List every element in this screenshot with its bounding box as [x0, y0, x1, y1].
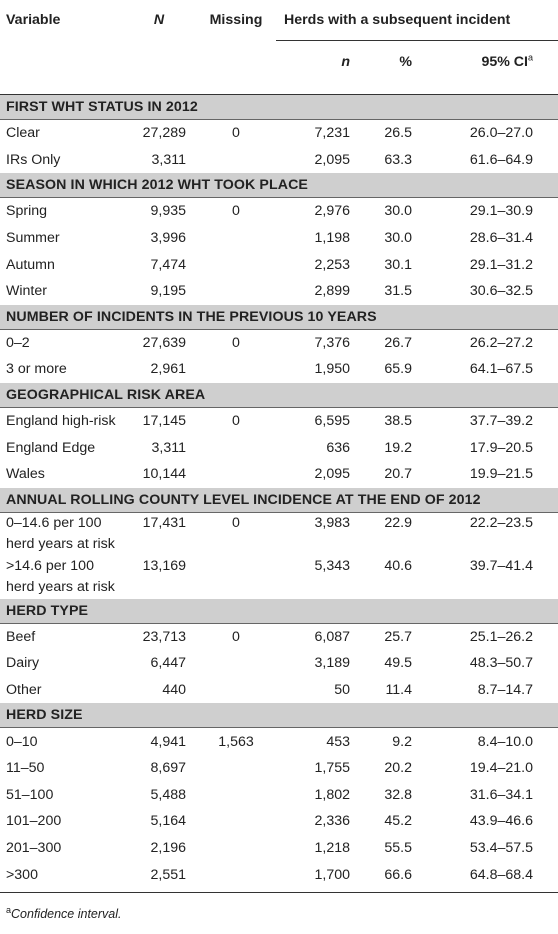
cell-missing: [196, 556, 276, 578]
cell-n: 7,376: [314, 334, 350, 351]
cell-N: 3,311: [151, 439, 186, 456]
cell-variable: Other: [6, 682, 42, 699]
header-ci-label: 95% CI: [481, 53, 528, 70]
cell-N: 27,289: [142, 125, 186, 142]
table-row: [0, 356, 558, 383]
header-n: n: [341, 53, 350, 70]
cell-ci: 19.9–21.5: [469, 466, 534, 483]
cell-variable: 3 or more: [6, 361, 67, 378]
cell-n: 2,253: [314, 256, 350, 273]
table-row: [0, 198, 558, 225]
table-row: [0, 755, 558, 782]
cell-variable: England high-risk: [6, 413, 116, 430]
cell-pct: 66.6: [384, 866, 412, 883]
table-row: [0, 120, 558, 147]
cell-N: 3,996: [150, 230, 186, 247]
cell-N: 10,144: [142, 466, 186, 483]
table-row: [0, 808, 558, 835]
cell-ci: 31.6–34.1: [469, 786, 534, 803]
cell-variable: Beef: [6, 628, 36, 645]
cell-N: 17,145: [142, 413, 186, 430]
table-row: [0, 461, 558, 488]
cell-pct: 20.2: [384, 760, 412, 777]
cell-ci: 43.9–46.6: [469, 813, 534, 830]
cell-N: 5,164: [150, 813, 186, 830]
cell-pct: 22.9: [384, 514, 412, 531]
cell-variable: Dairy: [6, 655, 40, 672]
cell-missing: [196, 677, 276, 704]
cell-ci: 19.4–21.0: [469, 760, 534, 777]
table-row: [0, 251, 558, 278]
cell-ci: 64.1–67.5: [469, 361, 534, 378]
table-row: [0, 407, 558, 434]
cell-pct: 20.7: [384, 466, 412, 483]
cell-ci: 26.0–27.0: [469, 125, 534, 142]
cell-ci: 17.9–20.5: [469, 439, 534, 456]
cell-pct: 30.1: [384, 256, 412, 273]
cell-variable: Spring: [6, 203, 48, 220]
cell-pct: 55.5: [384, 839, 412, 856]
cell-variable: Winter: [6, 283, 47, 300]
header-variable: Variable: [6, 12, 61, 29]
cell-N: 17,431: [142, 514, 186, 531]
cell-variable: England Edge: [6, 439, 96, 456]
cell-n: 6,087: [314, 628, 350, 645]
section-header-row: [0, 383, 558, 408]
cell-variable-line2: herd years at risk: [6, 536, 115, 553]
cell-ci: 29.1–31.2: [469, 256, 534, 273]
cell-variable: 11–50: [6, 760, 45, 777]
section-title: HERD SIZE: [0, 703, 558, 728]
cell-missing: [196, 782, 276, 809]
footnote-mark: a: [6, 904, 12, 915]
cell-pct: 26.5: [384, 125, 412, 142]
section-title: GEOGRAPHICAL RISK AREA: [0, 383, 558, 408]
cell-variable: >300: [6, 866, 38, 883]
cell-ci: 29.1–30.9: [469, 203, 534, 220]
table-row: [0, 434, 558, 461]
table-row: [0, 835, 558, 862]
cell-missing: [196, 225, 276, 252]
section-header-row: [0, 305, 558, 330]
cell-n: 2,095: [314, 151, 350, 168]
cell-N: 23,713: [142, 628, 186, 645]
section-title: SEASON IN WHICH 2012 WHT TOOK PLACE: [0, 173, 558, 198]
table-row: [0, 650, 558, 677]
cell-N: 2,196: [150, 839, 186, 856]
cell-missing: [196, 434, 276, 461]
table-row: [0, 728, 558, 755]
section-title: HERD TYPE: [0, 599, 558, 624]
cell-pct: 9.2: [392, 733, 412, 750]
cell-pct: 19.2: [384, 439, 412, 456]
section-title: ANNUAL ROLLING COUNTY LEVEL INCIDENCE AT THE END OF 2012: [0, 488, 558, 513]
cell-variable: Wales: [6, 466, 45, 483]
cell-variable: Clear: [6, 125, 40, 142]
cell-missing: 1,563: [218, 733, 254, 750]
footnote-text: Confidence interval.: [11, 906, 122, 921]
cell-pct: 26.7: [384, 334, 412, 351]
cell-missing: 0: [232, 514, 240, 531]
section-title: FIRST WHT STATUS IN 2012: [0, 95, 558, 120]
cell-n: 3,189: [314, 655, 350, 672]
cell-n: 2,976: [314, 203, 350, 220]
table-row: [0, 329, 558, 356]
cell-pct: 49.5: [384, 655, 412, 672]
cell-pct: 31.5: [384, 283, 412, 300]
cell-pct: 11.4: [385, 682, 412, 699]
table-bottom-rule: [0, 888, 558, 893]
cell-n: 3,983: [314, 514, 350, 531]
cell-n: 50: [334, 682, 350, 699]
cell-n: 1,218: [314, 839, 350, 856]
cell-pct: 30.0: [384, 230, 412, 247]
header-subsequent-incident: Herds with a subsequent incident: [276, 0, 558, 41]
cell-missing: [196, 755, 276, 782]
cell-pct: 65.9: [384, 361, 412, 378]
header-pct: %: [399, 53, 412, 70]
table-header: [0, 0, 558, 95]
table-row: [0, 278, 558, 305]
cell-N: 3,311: [151, 151, 186, 168]
cell-pct: 40.6: [384, 557, 412, 574]
cell-missing: [196, 461, 276, 488]
cell-missing: [196, 808, 276, 835]
cell-N: 9,935: [150, 203, 186, 220]
cell-ci: 25.1–26.2: [469, 628, 534, 645]
cell-ci: 22.2–23.5: [469, 514, 534, 531]
cell-N: 8,697: [150, 760, 186, 777]
cell-N: 6,447: [150, 655, 186, 672]
cell-ci: 64.8–68.4: [469, 866, 534, 883]
header-ci-footnote-mark: a: [528, 51, 534, 62]
cell-pct: 30.0: [384, 203, 412, 220]
cell-ci: 30.6–32.5: [469, 283, 534, 300]
cell-pct: 38.5: [384, 413, 412, 430]
cell-missing: 0: [232, 125, 240, 142]
table-body: [0, 95, 558, 893]
cell-variable: 101–200: [6, 813, 62, 830]
section-header-row: [0, 599, 558, 624]
cell-N: 9,195: [150, 283, 186, 300]
table-row: [0, 225, 558, 252]
cell-n: 1,700: [314, 866, 350, 883]
section-header-row: [0, 95, 558, 120]
cell-missing: [196, 147, 276, 174]
cell-N: 27,639: [142, 334, 186, 351]
cell-N: 2,551: [150, 866, 186, 883]
cell-n: 5,343: [314, 557, 350, 574]
cell-N: 2,961: [150, 361, 186, 378]
table-row: [0, 623, 558, 650]
cell-missing: 0: [232, 628, 240, 645]
cell-n: 636: [326, 439, 350, 456]
footnote: [0, 893, 558, 921]
cell-n: 1,755: [314, 760, 350, 777]
cell-variable-line2: herd years at risk: [6, 579, 115, 596]
header-missing: Missing: [209, 12, 263, 29]
cell-n: 1,802: [314, 786, 350, 803]
cell-N: 440: [162, 682, 186, 699]
cell-variable: 0–14.6 per 100: [6, 514, 102, 531]
cell-N: 4,941: [150, 733, 186, 750]
table-row-continuation: [0, 534, 558, 556]
table-row: [0, 861, 558, 888]
cell-N: 7,474: [150, 256, 186, 273]
cell-missing: 0: [232, 334, 240, 351]
cell-ci: 8.7–14.7: [477, 682, 534, 699]
header-ci: [434, 41, 558, 83]
cell-pct: 63.3: [384, 151, 412, 168]
cell-missing: 0: [232, 203, 240, 220]
cell-missing: [196, 835, 276, 862]
section-header-row: [0, 703, 558, 728]
cell-N: 5,488: [150, 786, 186, 803]
cell-variable: 201–300: [6, 839, 62, 856]
cell-variable: >14.6 per 100: [6, 557, 94, 574]
table-row: [0, 512, 558, 534]
cell-variable: 51–100: [6, 786, 54, 803]
cell-n: 7,231: [314, 125, 350, 142]
section-header-row: [0, 173, 558, 198]
cell-missing: [196, 861, 276, 888]
cell-ci: 26.2–27.2: [469, 334, 534, 351]
cell-variable: IRs Only: [6, 151, 61, 168]
table-row: [0, 556, 558, 578]
cell-pct: 32.8: [384, 786, 412, 803]
cell-ci: 53.4–57.5: [469, 839, 534, 856]
cell-ci: 37.7–39.2: [469, 413, 534, 430]
cell-n: 2,336: [314, 813, 350, 830]
cell-variable: 0–10: [6, 733, 38, 750]
cell-ci: 48.3–50.7: [469, 655, 534, 672]
table-row: [0, 782, 558, 809]
cell-pct: 25.7: [384, 628, 412, 645]
cell-n: 2,899: [314, 283, 350, 300]
cell-missing: [196, 251, 276, 278]
cell-n: 6,595: [314, 413, 350, 430]
cell-ci: 28.6–31.4: [469, 230, 534, 247]
cell-ci: 39.7–41.4: [469, 557, 534, 574]
header-N: N: [153, 12, 165, 29]
cell-N: 13,169: [142, 557, 186, 574]
table-row: [0, 147, 558, 174]
table-row: [0, 677, 558, 704]
section-title: NUMBER OF INCIDENTS IN THE PREVIOUS 10 YEARS: [0, 305, 558, 330]
cell-pct: 45.2: [384, 813, 412, 830]
cell-n: 453: [326, 733, 350, 750]
cell-ci: 61.6–64.9: [469, 151, 534, 168]
cell-n: 1,198: [314, 230, 350, 247]
cell-variable: 0–2: [6, 334, 30, 351]
cell-missing: 0: [232, 413, 240, 430]
section-header-row: [0, 488, 558, 513]
cell-missing: [196, 278, 276, 305]
cell-missing: [196, 650, 276, 677]
cell-n: 2,095: [314, 466, 350, 483]
cell-ci: 8.4–10.0: [477, 733, 534, 750]
table-row-continuation: [0, 577, 558, 599]
cell-variable: Autumn: [6, 256, 55, 273]
cell-missing: [196, 356, 276, 383]
cell-n: 1,950: [314, 361, 350, 378]
cell-variable: Summer: [6, 230, 60, 247]
